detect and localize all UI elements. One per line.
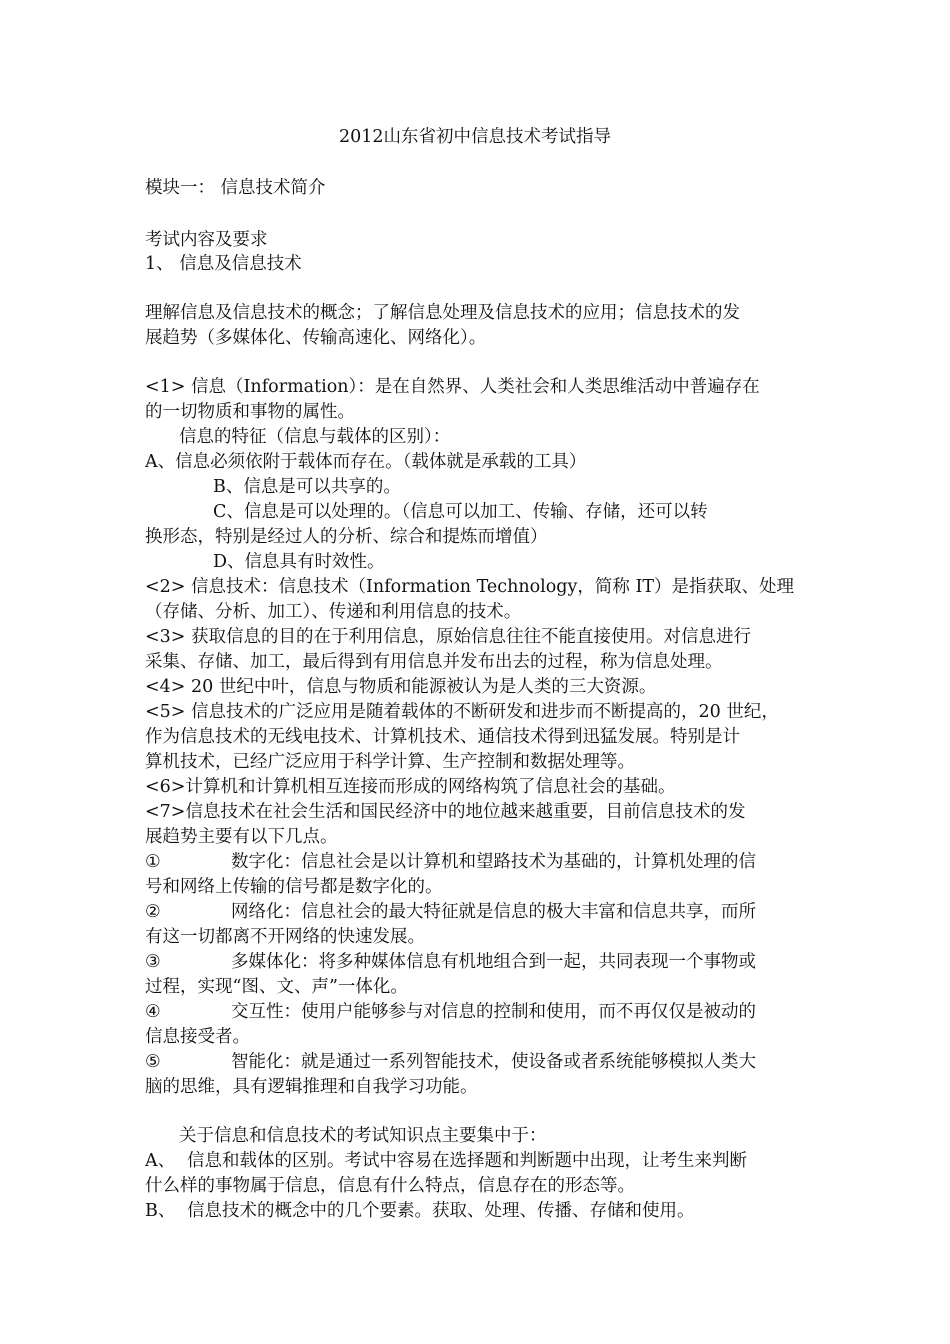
list-marker: ②: [145, 902, 161, 922]
trend-continuation: 号和网络上传输的信号都是数字化的。: [145, 877, 443, 897]
feature-b: B、信息是可以共享的。: [213, 477, 401, 497]
list-marker: B、: [145, 1201, 176, 1221]
summary-text: 信息技术的概念中的几个要素。获取、处理、传播、存储和使用。: [187, 1201, 695, 1221]
paragraph-5-line: <5> 信息技术的广泛应用是随着载体的不断研发和进步而不断提高的，20 世纪，: [145, 702, 779, 722]
summary-item-b: [145, 1199, 695, 1224]
list-marker: A、: [145, 1151, 176, 1171]
paragraph-7-line: 展趋势主要有以下几点。: [145, 827, 338, 847]
feature-heading: 信息的特征（信息与载体的区别）：: [179, 427, 451, 447]
trend-text: 智能化：就是通过一系列智能技术，使设备或者系统能够模拟人类大: [231, 1052, 756, 1072]
paragraph-3-line: <3> 获取信息的目的在于利用信息，原始信息往往不能直接使用。对信息进行: [145, 627, 752, 647]
paragraph-6: <6>计算机和计算机相互连接而形成的网络构筑了信息社会的基础。: [145, 777, 676, 797]
summary-text: 信息和载体的区别。考试中容易在选择题和判断题中出现，让考生来判断: [187, 1151, 747, 1171]
list-marker: ⑤: [145, 1052, 161, 1072]
trend-continuation: 有这一切都离不开网络的快速发展。: [145, 927, 425, 947]
intro-line: 展趋势（多媒体化、传输高速化、网络化）。: [145, 328, 487, 348]
trend-text: 交互性：使用户能够参与对信息的控制和使用，而不再仅仅是被动的: [231, 1002, 756, 1022]
summary-item-a: [145, 1149, 747, 1174]
summary-heading: 关于信息和信息技术的考试知识点主要集中于：: [179, 1126, 547, 1146]
trend-item: [145, 900, 756, 925]
list-marker: ④: [145, 1002, 161, 1022]
section-heading: 考试内容及要求: [145, 230, 268, 250]
trend-continuation: 信息接受者。: [145, 1027, 250, 1047]
feature-c-line: C、信息是可以处理的。（信息可以加工、传输、存储，还可以转: [213, 502, 708, 522]
paragraph-7-line: <7>信息技术在社会生活和国民经济中的地位越来越重要，目前信息技术的发: [145, 802, 746, 822]
feature-d: D、信息具有时效性。: [213, 552, 385, 572]
paragraph-2-line: <2> 信息技术：信息技术（Information Technology，简称 IT）是指获取、处理: [145, 577, 795, 597]
list-marker: ③: [145, 952, 161, 972]
trend-item: [145, 950, 756, 975]
intro-line: 理解信息及信息技术的概念；了解信息处理及信息技术的应用；信息技术的发: [145, 303, 740, 323]
trend-item: [145, 1050, 756, 1075]
trend-item: [145, 1000, 756, 1025]
trend-item: [145, 850, 756, 875]
feature-c-line: 换形态，特别是经过人的分析、综合和提炼而增值）: [145, 527, 548, 547]
trend-continuation: 过程，实现“图、文、声”一体化。: [145, 977, 408, 997]
paragraph-5-line: 作为信息技术的无线电技术、计算机技术、通信技术得到迅猛发展。特别是计: [145, 727, 740, 747]
list-marker: ①: [145, 852, 161, 872]
trend-text: 多媒体化：将多种媒体信息有机地组合到一起，共同表现一个事物或: [231, 952, 756, 972]
paragraph-3-line: 采集、存储、加工，最后得到有用信息并发布出去的过程，称为信息处理。: [145, 652, 723, 672]
summary-continuation: 什么样的事物属于信息，信息有什么特点，信息存在的形态等。: [145, 1176, 635, 1196]
paragraph-1-line: <1> 信息（Information）：是在自然界、人类社会和人类思维活动中普遍存在: [145, 377, 760, 397]
paragraph-1-line: 的一切物质和事物的属性。: [145, 402, 355, 422]
trend-text: 数字化：信息社会是以计算机和望路技术为基础的，计算机处理的信: [231, 852, 756, 872]
module-heading: 模块一： 信息技术简介: [145, 178, 326, 198]
paragraph-5-line: 算机技术，已经广泛应用于科学计算、生产控制和数据处理等。: [145, 752, 635, 772]
trend-continuation: 脑的思维，具有逻辑推理和自我学习功能。: [145, 1077, 478, 1097]
feature-a: A、信息必须依附于载体而存在。（载体就是承载的工具）: [145, 452, 587, 472]
document-title: 2012山东省初中信息技术考试指导: [338, 127, 612, 147]
trend-text: 网络化：信息社会的最大特征就是信息的极大丰富和信息共享，而所: [231, 902, 756, 922]
paragraph-4: <4> 20 世纪中叶，信息与物质和能源被认为是人类的三大资源。: [145, 677, 657, 697]
subsection-heading: 1、 信息及信息技术: [145, 254, 302, 274]
paragraph-2-line: （存储、分析、加工）、传递和利用信息的技术。: [145, 602, 522, 622]
